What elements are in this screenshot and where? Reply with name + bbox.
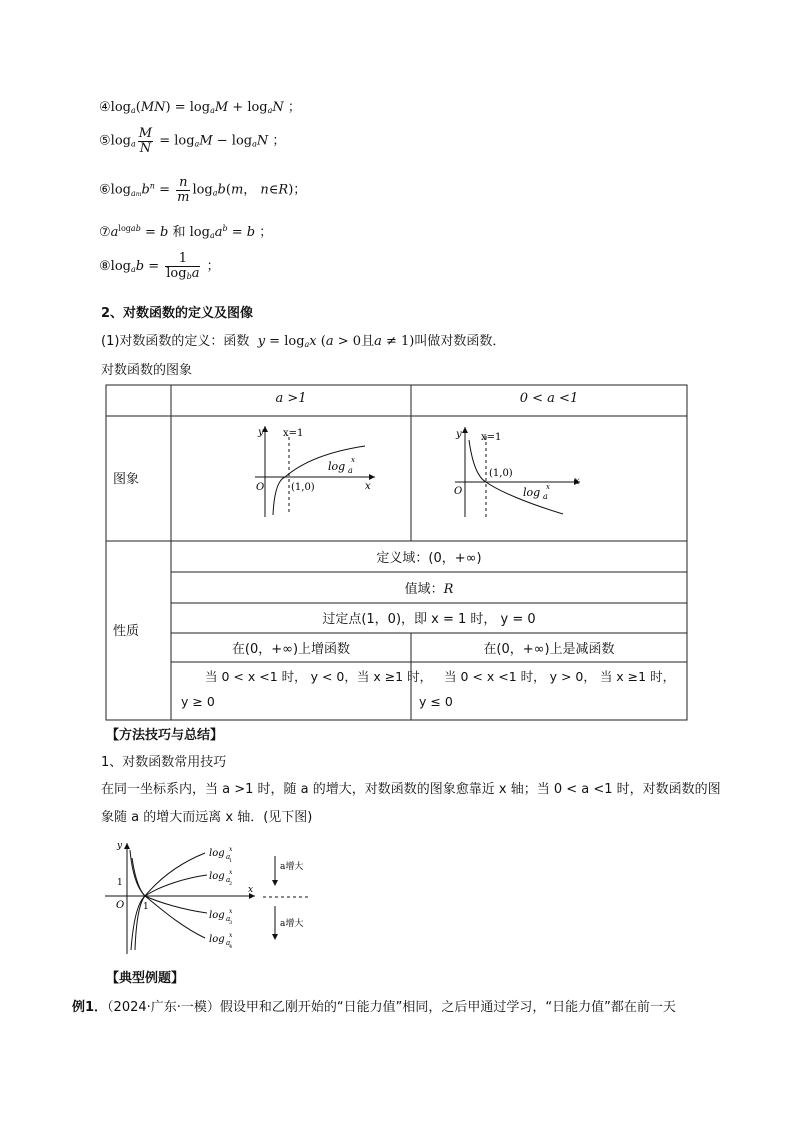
svg-text:2: 2 [229,881,233,887]
svg-text:x: x [546,483,550,491]
col-header-a-gt-1: a >1 [275,391,307,406]
graph-increasing-log [245,422,380,522]
examples-heading: 【典型例题】 [106,971,185,986]
formula-5: $⑤\log_a$ $\frac{M}{N}$ = $\log_aM - \log_aN$ ； [99,126,286,156]
svg-text:log: log [209,848,225,859]
svg-text:4: 4 [229,944,233,950]
svg-text:x: x [229,869,233,876]
svg-text:x=1: x=1 [481,432,502,443]
svg-text:x: x [574,476,580,487]
svg-text:3: 3 [229,920,233,926]
svg-text:(1,0): (1,0) [291,482,315,493]
svg-text:log: log [328,460,346,473]
svg-text:a: a [226,915,231,923]
svg-text:y: y [117,841,123,851]
svg-text:(1,0): (1,0) [489,468,513,479]
formula-6: $⑥\log_{am}b^n$ = $\frac{n}{m}$ $\log_ab(m$， n∈R)； [99,175,307,205]
svg-text:a增大: a增大 [280,862,304,872]
formula-7: $⑦a^{logab} = b$ 和 $\log_aa^b = b$ ； [99,224,273,240]
formula-8: $⑧\log_ab$ = $\frac{1}{\log_ba}$ ； [99,251,220,281]
row-label-graph: 图象 [113,472,140,487]
method-heading: 【方法技巧与总结】 [106,728,224,743]
down-arrow-icon-2 [272,934,278,940]
method-paragraph-line1: 在同一坐标系内，当 a >1 时，随 a 的增大，对数函数的图象愈靠近 x 轴；当 0 < a <1 时，对数函数的图 [101,782,721,797]
prop-decreasing: 在(0，+∞)上是减函数 [483,642,615,657]
svg-text:x: x [351,456,355,464]
prop-sign-dec-line2: y ≤ 0 [419,694,453,709]
graph-caption: 对数函数的图象 [101,363,193,378]
prop-domain: 定义域：(0，+∞) [376,551,482,566]
svg-text:O: O [116,900,125,911]
graph-decreasing-log [450,422,590,522]
svg-text:a: a [226,939,231,947]
svg-text:x: x [229,846,233,853]
prop-sign-dec-line1: 当 0 < x <1 时， y > 0， 当 x ≥1 时， [444,669,676,684]
figure-log-family [105,838,320,958]
prop-sign-inc-line2: y ≥ 0 [181,694,215,709]
svg-text:O: O [256,482,265,493]
prop-fixed-point: 过定点(1，0)，即 x = 1 时， y = 0 [322,612,536,627]
prop-increasing: 在(0，+∞)上增函数 [231,642,351,657]
svg-text:log: log [523,486,541,499]
method-paragraph-line2: 象随 a 的增大而远离 x 轴．(见下图) [101,810,313,825]
row-label-properties: 性质 [113,624,140,639]
svg-text:a增大: a增大 [280,919,304,929]
y-arrow-icon-2 [462,427,468,433]
svg-text:a: a [226,853,231,861]
definition-line: (1)对数函数的定义：函数 $y = \log_ax$ (a > 0且a ≠ 1)叫做对数函数． [101,334,506,349]
svg-text:1: 1 [143,902,149,912]
svg-text:1: 1 [229,858,233,864]
svg-text:O: O [454,486,463,497]
svg-text:1: 1 [117,878,123,888]
svg-text:y: y [456,429,462,440]
prop-sign-inc-line1: 当 0 < x <1 时， y < 0，当 x ≥1 时， [205,669,433,684]
svg-text:x: x [229,932,233,939]
svg-text:x: x [248,885,254,895]
section-heading: 2、对数函数的定义及图像 [101,306,254,321]
prop-range: 值域：R [404,582,454,597]
example-1: 例1．（2024·广东·一模）假设甲和乙刚开始的“日能力值”相同，之后甲通过学习，“日能力值”都在前一天 [72,1000,676,1015]
x-arrow-icon [369,474,375,480]
svg-text:a: a [543,492,548,501]
col-header-a-lt-1: 0 < a <1 [519,391,579,406]
svg-text:x: x [365,481,371,492]
method-subheading: 1、对数函数常用技巧 [101,755,227,770]
svg-text:a: a [226,876,231,884]
formula-4: $④\log_a(MN) = \log_aM + \log_aN$ ； [99,100,301,115]
svg-text:y: y [258,427,264,438]
svg-text:x=1: x=1 [283,428,304,439]
svg-text:a: a [348,466,353,475]
down-arrow-icon-1 [272,880,278,886]
svg-text:log: log [209,871,225,882]
svg-text:log: log [209,934,225,945]
svg-text:log: log [209,910,225,921]
svg-text:x: x [229,908,233,915]
y-arrow-icon-3 [124,843,130,849]
